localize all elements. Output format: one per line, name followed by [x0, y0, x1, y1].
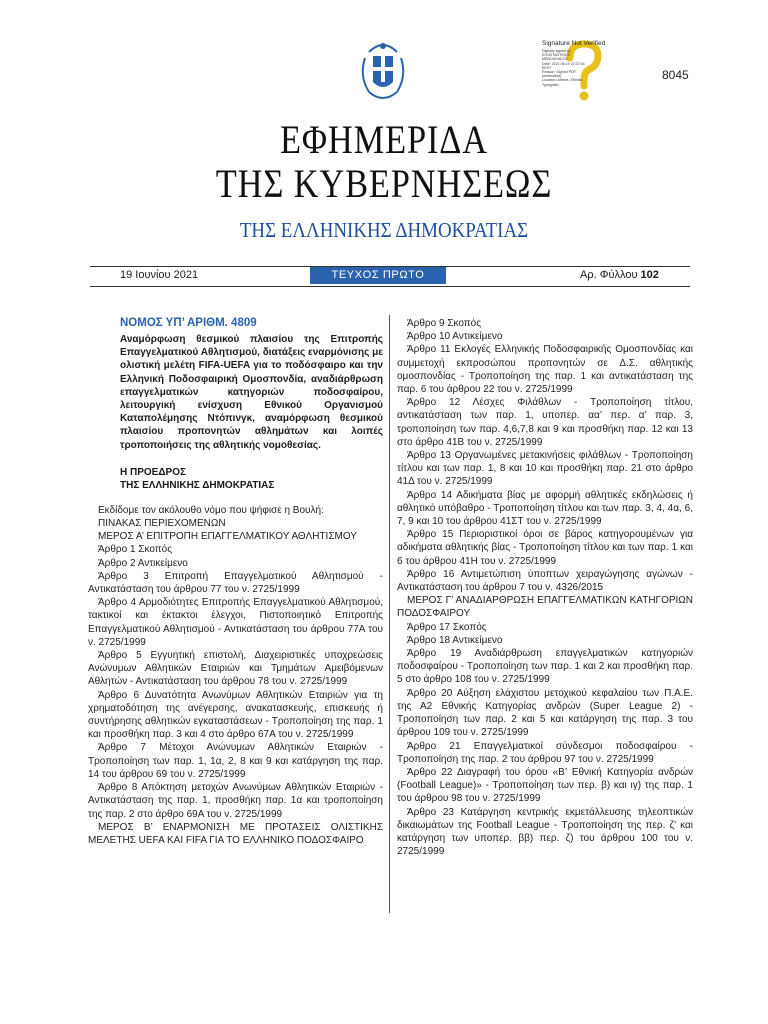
paragraph: Άρθρο 3 Επιτροπή Επαγγελματικού Αθλητισμού - Αντικατάσταση του άρθρου 77 του ν. 2725/1999 [88, 570, 383, 596]
paragraph: Άρθρο 12 Λέσχες Φιλάθλων - Τροποποίηση τίτλου, αντικατάσταση των παρ. 1, υποπερ. αα’ περ. α’ παρ. 3, τροποποίηση των παρ. 4,6,7,8 και 9 και προσθήκη παρ. 12 και 13 στο άρθρο 41Β του ν. 2725/1999 [397, 397, 693, 448]
sheet-number [580, 269, 659, 281]
paragraph: Άρθρο 16 Αντιμετώπιση ύποπτων χειραγώγησης αγώνων - Αντικατάσταση του άρθρου 7 του ν. 4326/2015 [397, 568, 693, 594]
digital-signature-block [542, 40, 632, 110]
paragraph: ΠΙΝΑΚΑΣ ΠΕΡΙΕΧΟΜΕΝΩΝ [98, 518, 226, 530]
signature-status: Signature Not Verified [542, 40, 606, 47]
issue-date: 19 Ιουνίου 2021 [120, 269, 199, 281]
left-body [88, 504, 383, 847]
paragraph: ΜΕΡΟΣ Α’ ΕΠΙΤΡΟΠΗ ΕΠΑΓΓΕΛΜΑΤΙΚΟΥ ΑΘΛΗΤΙΣΜΟΥ [98, 531, 357, 543]
right-column [397, 317, 693, 858]
column-divider [389, 315, 390, 913]
president-heading-line: ΤΗΣ ΕΛΛΗΝΙΚΗΣ ΔΗΜΟΚΡΑΤΙΑΣ [120, 479, 275, 491]
president-heading-line: Η ΠΡΟΕΔΡΟΣ [120, 466, 186, 478]
paragraph: Άρθρο 17 Σκοπός [407, 621, 487, 633]
left-column [88, 317, 383, 847]
president-heading [120, 466, 383, 492]
signature-detail-line: Digitally signed by [542, 49, 571, 53]
paragraph: Εκδίδομε τον ακόλουθο νόμο που ψήφισε η Βουλή: [98, 504, 324, 516]
signature-detail-line: MENOUDAKOS [542, 57, 568, 62]
header-rule-bottom [90, 286, 690, 287]
paragraph: Άρθρο 9 Σκοπός [407, 318, 482, 329]
issue-volume-badge: ΤΕΥΧΟΣ ΠΡΩΤΟ [310, 267, 446, 284]
signature-detail-line: Reason: Signed PDF [542, 70, 576, 75]
paragraph: Άρθρο 20 Αύξηση ελάχιστου μετοχικού κεφαλαίου των Π.Α.Ε. της Α2 Εθνικής Κατηγορίας ανδρών (Super League 2) - Τροποποίηση των παρ. 2 και 5 και κατάργηση της παρ. 3 του άρθρου 109 του ν. 2725/1999 [397, 687, 693, 739]
paragraph: Άρθρο 22 Διαγραφή του όρου «Β’ Εθνική Κατηγορία ανδρών (Football League)» - Τροποποίηση των περ. β) και ιγ) της παρ. 1 του άρθρου 98 του ν. 2725/1999 [397, 766, 693, 805]
paragraph: Άρθρο 6 Δυνατότητα Ανωνύμων Αθλητικών Εταιριών για τη χρηματοδότηση της ανέγερσης, ανακατασκευής, επισκευής ή συντήρησης αθλητικών εγκαταστάσεων - Τροποποίηση της παρ. 1 και προσθήκη παρ. 3 και 4 στο άρθρο 67Α του ν. 2725/1999 [88, 689, 383, 741]
gazette-subtitle: ΤΗΣ ΕΛΛΗΝΙΚΗΣ ΔΗΜΟΚΡΑΤΙΑΣ [239, 218, 529, 242]
gazette-title-line1: ΕΦΗΜΕΡΙΔΑ [280, 117, 488, 162]
paragraph: Άρθρο 11 Εκλογές Ελληνικής Ποδοσφαιρικής Ομοσπονδίας και συμμετοχή εκπροσώπου προπονητών σε Δ.Σ. αθλητικής ομοσπονδίας - Τροποποίηση της παρ. 1 και αντικατάσταση της παρ. 6 του άρθρου 22 του ν. 2725/1999 [397, 344, 693, 396]
coat-of-arms-emblem [355, 36, 411, 104]
paragraph: Άρθρο 18 Αντικείμενο [407, 634, 503, 646]
issue-code: 8045 [662, 68, 689, 82]
paragraph: ΜΕΡΟΣ Γ’ ΑΝΑΔΙΑΡΘΡΩΣΗ ΕΠΑΓΓΕΛΜΑΤΙΚΩΝ ΚΑΤΗΓΟΡΙΩΝ ΠΟΔΟΣΦΑΙΡΟΥ [397, 595, 693, 620]
paragraph: Άρθρο 14 Αδικήματα βίας με αφορμή αθλητικές εκδηλώσεις ή αθλητικό υπόβαθρο - Τροποποίηση τίτλου και των παρ. 3, 4, 4α, 6, 7, 9 και 10 του άρθρου 41ΣΤ του ν. 2725/1999 [397, 489, 693, 528]
paragraph: Άρθρο 5 Εγγυητική επιστολή, Διαχειριστικές υποχρεώσεις Ανώνυμων Αθλητικών Εταιριών και Τμημάτων Αμειβόμενων Αθλητών - Αντικατάσταση του άρθρου 78 του ν. 2725/1999 [88, 650, 383, 688]
signature-detail-line: EEST [542, 65, 552, 70]
paragraph: Άρθρο 7 Μέτοχοι Ανώνυμων Αθλητικών Εταιριών - Τροποποίηση των παρ. 1, 1α, 2, 8 και 9 και κατάργηση της παρ. 14 του άρθρου 69 του ν. 2725/1999 [88, 742, 383, 780]
signature-detail-line: Date: 2021.06.19 22:37:04 [542, 61, 585, 66]
sheet-number-label: Αρ. Φύλλου [580, 269, 638, 281]
paragraph: Άρθρο 21 Επαγγελματικοί σύνδεσμοι ποδοσφαίρου - Τροποποίηση της παρ. 2 του άρθρου 97 του ν. 2725/1999 [397, 740, 693, 765]
signature-detail-line: KONSTANTINOS [542, 53, 571, 58]
paragraph: ΜΕΡΟΣ Β’ ΕΝΑΡΜΟΝΙΣΗ ΜΕ ΠΡΟΤΑΣΕΙΣ ΟΛΙΣΤΙΚΗΣ ΜΕΛΕΤΗΣ UEFA ΚΑΙ FIFA ΓΙΑ ΤΟ ΕΛΛΗΝΙΚΟ ΠΟΔΟΣΦΑΙΡΟ [88, 821, 383, 846]
paragraph: Άρθρο 15 Περιοριστικοί όροι σε βάρος κατηγορουμένων για αδικήματα αθλητικής βίας - Τροποποίηση τίτλου και των παρ. 1 και 6 του άρθρου 41Η του ν. 2725/1999 [397, 529, 693, 567]
paragraph: Άρθρο 23 Κατάργηση κεντρικής εκμετάλλευσης τηλεοπτικών δικαιωμάτων της Football League - Τροποποίηση της περ. ζ’ και κατάργηση των υποπερ. ββ) περ. ζ) του άρθρου 100 του ν. 2725/1999 [397, 806, 693, 858]
paragraph: Άρθρο 13 Οργανωμένες μετακινήσεις φιλάθλων - Τροποποίηση τίτλου και των παρ. 1, 8 και 10 και προσθήκη παρ. 21 στο άρθρο 41Δ του ν. 2725/1999 [397, 450, 693, 488]
gazette-title-line2: ΤΗΣ ΚΥΒΕΡΝΗΣΕΩΣ [215, 161, 553, 206]
signature-detail-line: Location: Athens, Ethniko [542, 78, 583, 83]
signature-details [542, 49, 592, 87]
paragraph: Άρθρο 8 Απόκτηση μετοχών Ανωνύμων Αθλητικών Εταιριών - Αντικατάσταση της παρ. 1, προσθήκη παρ. 1α και τροποποίηση της παρ. 2 στο άρθρο 69Α του ν. 2725/1999 [88, 782, 383, 820]
signature-detail-line: Typografio [542, 82, 559, 87]
signature-detail-line: (embedded) [542, 74, 562, 79]
law-title: ΝΟΜΟΣ ΥΠ’ ΑΡΙΘΜ. 4809 [120, 317, 257, 329]
paragraph: Άρθρο 2 Αντικείμενο [98, 557, 188, 569]
paragraph: Άρθρο 1 Σκοπός [98, 544, 173, 556]
paragraph: Άρθρο 10 Αντικείμενο [407, 331, 503, 343]
sheet-number-value: 102 [640, 269, 659, 281]
paragraph: Άρθρο 19 Αναδιάρθρωση επαγγελματικών κατηγοριών ποδοσφαίρου - Τροποποίηση των παρ. 1 και 2 και προσθήκη παρ. 5 στο άρθρο 108 του ν. 2725/1999 [397, 648, 693, 686]
law-description: Αναμόρφωση θεσμικού πλαισίου της Επιτροπής Επαγγελματικού Αθλητισμού, διατάξεις εναρμόνισης με ολιστική μελέτη FIFA-UEFA για το ποδόσφαιρο και την Ελληνική Ποδοσφαιρική Ομοσπονδία, αναδιάρθρωση επαγγελματικών κατηγοριών ποδοσφαίρου, λειτουργική ενίσχυση Εθνικού Οργανισμού Καταπολέμησης Ντόπινγκ, αναμόρφωση θεσμικού πλαισίου προπονητών αθλημάτων και λοιπές τροποποιήσεις της αθλητικής νομοθεσίας. [120, 334, 383, 451]
paragraph: Άρθρο 4 Αρμοδιότητες Επιτροπής Επαγγελματικού Αθλητισμού, τακτικοί και έκτακτοι έλεγχοι, Πιστοποιητικό Επιτροπής Επαγγελματικού Αθλητισμού - Αντικατάσταση του άρθρου 77Α του ν. 2725/1999 [88, 597, 383, 648]
